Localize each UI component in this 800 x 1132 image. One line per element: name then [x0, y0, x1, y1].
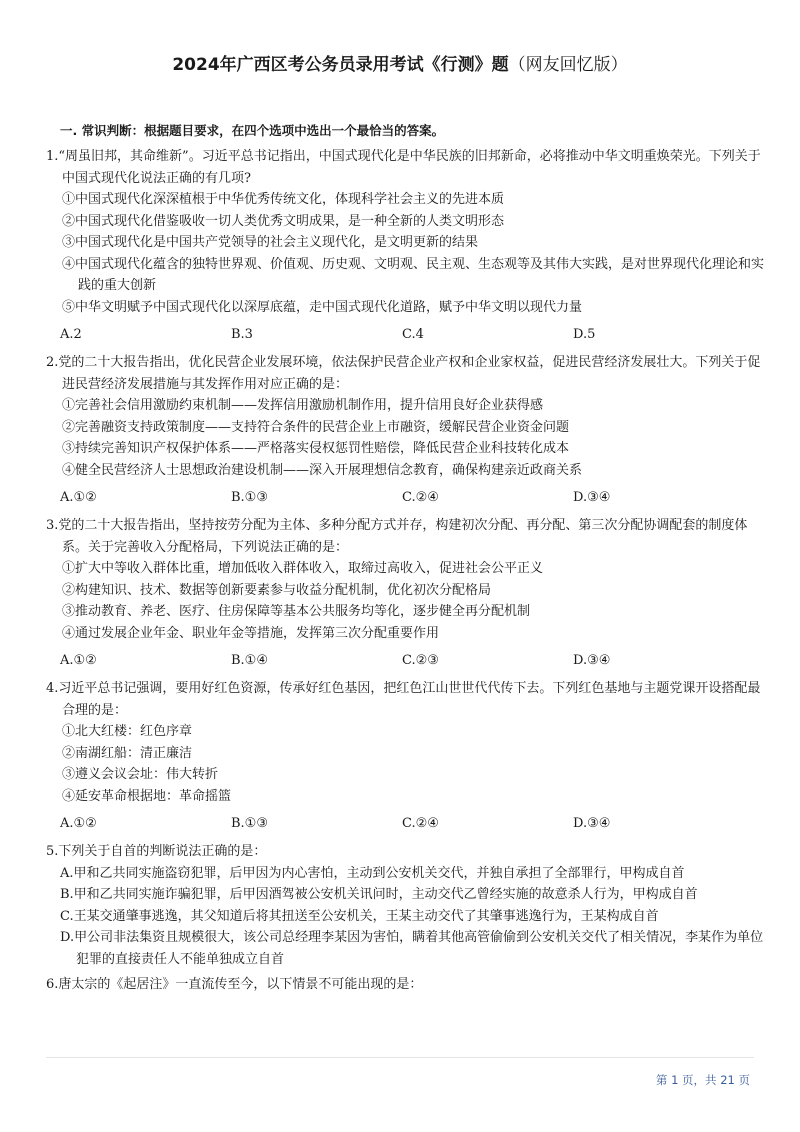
choice-c: C.王某交通肇事逃逸，其父知道后将其扭送至公安机关，王某主动交代了其肇事逃逸行为，王某构成自首	[60, 908, 659, 924]
question-2	[46, 352, 766, 511]
choice-b: B.①③	[231, 816, 268, 831]
question-3	[46, 515, 766, 674]
question-stem: 2.党的二十大报告指出，优化民营企业发展环境，依法保护民营企业产权和企业家权益，促进民营经济发展壮大。下列关于促进民营经济发展措施与其发挥作用对应正确的是：	[46, 355, 761, 392]
answer-choices	[46, 811, 766, 837]
statement-option: ③中国式现代化是中国共产党领导的社会主义现代化，是文明更新的结果	[62, 235, 479, 250]
choice-d: D.③④	[573, 816, 611, 831]
statement-option: ①完善社会信用激励约束机制——发挥信用激励机制作用，提升信用良好企业获得感	[62, 398, 544, 413]
statement-option: ④延安革命根据地：革命摇篮	[62, 788, 232, 804]
question-stem: 3.党的二十大报告指出，坚持按劳分配为主体、多种分配方式并存，构建初次分配、再分配、第三次分配协调配套的制度体系。关于完善收入分配格局，下列说法正确的是：	[46, 518, 748, 555]
document-title	[0, 50, 800, 75]
question-stem: 4.习近平总书记强调，要用好红色资源，传承好红色基因，把红色江山世世代代传下去。下列红色基地与主题党课开设搭配最合理的是：	[46, 681, 761, 718]
title-sub: （网友回忆版）	[508, 55, 628, 75]
choice-a: A.2	[60, 327, 82, 342]
choice-c: C.4	[402, 327, 424, 342]
statement-option: ②完善融资支持政策制度——支持符合条件的民营企业上市融资，缓解民营企业资金问题	[62, 419, 570, 435]
question-4	[46, 678, 766, 837]
statement-option: ①中国式现代化深深植根于中华优秀传统文化，体现科学社会主义的先进本质	[62, 192, 505, 207]
choice-a: A.①②	[60, 816, 97, 831]
question-5	[46, 841, 766, 970]
title-main: 2024年广西区考公务员录用考试《行测》题	[172, 55, 509, 75]
choice-c: C.②④	[402, 490, 439, 505]
statement-option: ②中国式现代化借鉴吸收一切人类优秀文明成果，是一种全新的人类文明形态	[62, 213, 505, 229]
answer-choices	[46, 648, 766, 674]
statement-option: ①扩大中等收入群体比重，增加低收入群体收入，取缔过高收入，促进社会公平正义	[62, 561, 544, 576]
question-6	[46, 974, 766, 996]
choice-c: C.②④	[402, 816, 439, 831]
question-stem: 6.唐太宗的《起居注》一直流传至今，以下情景不可能出现的是：	[46, 977, 423, 992]
statement-option: ③持续完善知识产权保护体系——严格落实侵权惩罚性赔偿，降低民营企业科技转化成本	[62, 441, 570, 456]
choice-b: B.甲和乙共同实施诈骗犯罪，后甲因酒驾被公安机关讯问时，主动交代乙曾经实施的故意杀人行为，甲构成自首	[60, 887, 698, 902]
answer-choices	[46, 485, 766, 511]
question-list	[46, 146, 766, 1000]
choice-b: B.①③	[231, 490, 268, 505]
statement-option: ③推动教育、养老、医疗、住房保障等基本公共服务均等化，逐步健全再分配机制	[62, 604, 531, 619]
statement-option: ③遵义会议会址：伟大转折	[62, 767, 219, 782]
question-stem: 5.下列关于自首的判断说法正确的是：	[46, 844, 267, 859]
choice-b: B.①④	[231, 653, 268, 668]
statement-option: ④健全民营经济人士思想政治建设机制——深入开展理想信念教育，确保构建亲近政商关系	[62, 462, 583, 478]
choice-d: D.甲公司非法集资且规模很大，该公司总经理李某因为害怕，瞒着其他高管偷偷到公安机关交代了相关情况，李某作为单位犯罪的直接责任人不能单独成立自首	[60, 930, 764, 967]
choice-a: A.甲和乙共同实施盗窃犯罪，后甲因为内心害怕，主动到公安机关交代，并独自承担了全部罪行，甲构成自首	[60, 865, 685, 881]
section-heading: 一. 常识判断：根据题目要求，在四个选项中选出一个最恰当的答案。	[60, 123, 445, 138]
footer-divider	[46, 1057, 754, 1058]
choice-a: A.①②	[60, 490, 97, 505]
choice-b: B.3	[231, 327, 253, 342]
choice-a: A.①②	[60, 653, 97, 668]
choice-d: D.③④	[573, 653, 611, 668]
statement-option: ④中国式现代化蕴含的独特世界观、价值观、历史观、文明观、民主观、生态观等及其伟大实践，是对世界现代化理论和实践的重大创新	[62, 256, 765, 293]
choice-d: D.③④	[573, 490, 611, 505]
statement-option: ⑤中华文明赋予中国式现代化以深厚底蕴，走中国式现代化道路，赋予中华文明以现代力量	[62, 299, 583, 315]
question-1	[46, 146, 766, 348]
choice-d: D.5	[573, 327, 596, 342]
statement-option: ④通过发展企业年金、职业年金等措施，发挥第三次分配重要作用	[62, 625, 440, 641]
question-stem: 1.“周虽旧邦，其命维新”。习近平总书记指出，中国式现代化是中华民族的旧邦新命，必将推动中华文明重焕荣光。下列关于中国式现代化说法正确的有几项?	[46, 149, 761, 186]
statement-option: ①北大红楼：红色序章	[62, 724, 193, 739]
choice-c: C.②③	[402, 653, 439, 668]
answer-choices	[46, 322, 766, 348]
statement-option: ②南湖红船：清正廉洁	[62, 745, 193, 761]
page-number: 第 1 页，共 21 页	[655, 1073, 750, 1087]
statement-option: ②构建知识、技术、数据等创新要素参与收益分配机制，优化初次分配格局	[62, 582, 492, 598]
